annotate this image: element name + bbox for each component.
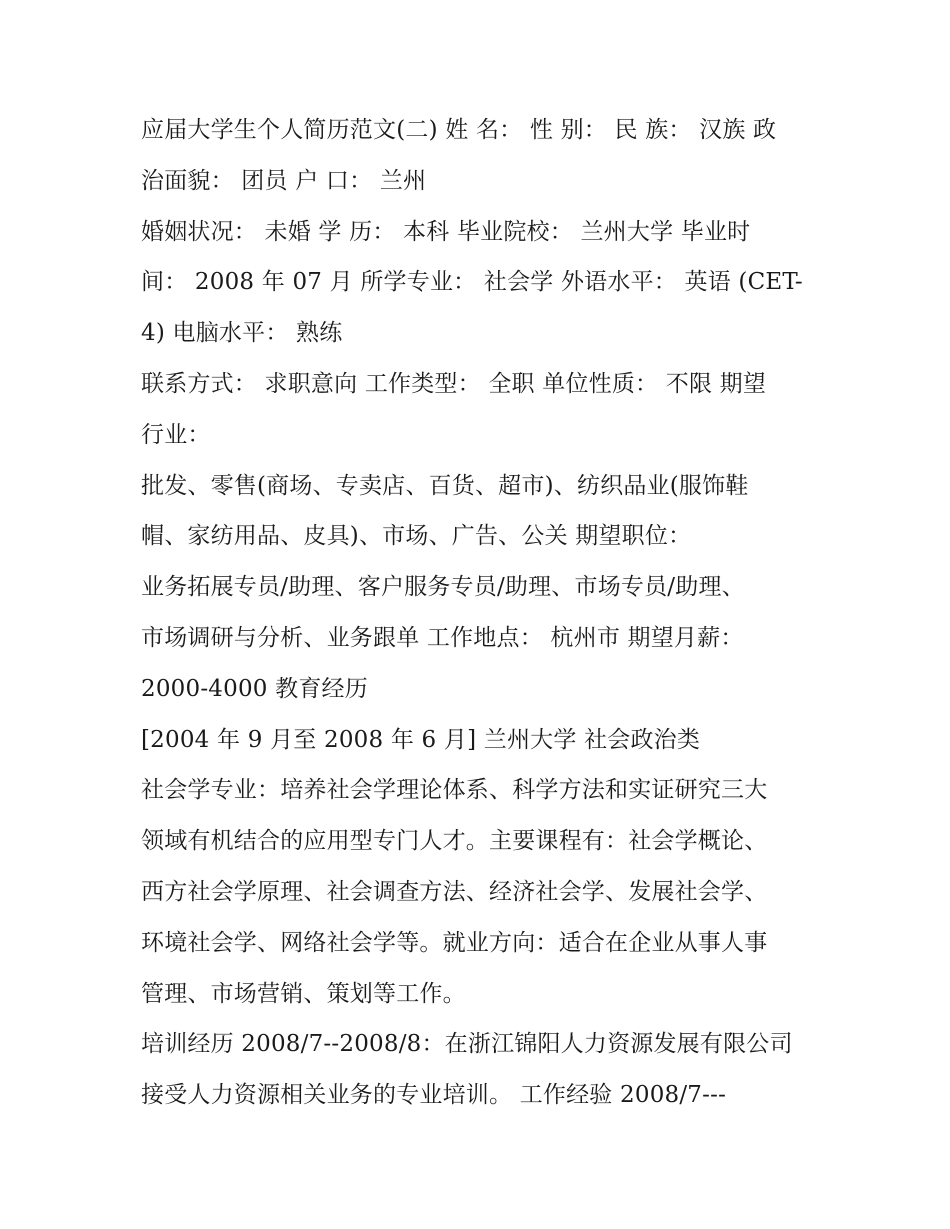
text-line: 管理、市场营销、策划等工作。 [141,980,466,1007]
text-line: 婚姻状况： 未婚 学 历： 本科 毕业院校： 兰州大学 毕业时 [141,218,751,245]
text-line: 治面貌： 团员 户 口： 兰州 [141,167,427,194]
text-line: 环境社会学、网络社会学等。就业方向：适合在企业从事人事 [141,929,768,956]
text-line: 间： 2008 年 07 月 所学专业： 社会学 外语水平： 英语 (CET- [141,269,803,296]
text-line: 市场调研与分析、业务跟单 工作地点： 杭州市 期望月薪： [141,624,744,651]
text-line: 批发、零售(商场、专卖店、百货、超市)、纺织品业(服饰鞋 [141,472,749,499]
text-line: 业务拓展专员/助理、客户服务专员/助理、市场专员/助理、 [141,574,745,601]
text-line: 领域有机结合的应用型专门人才。主要课程有：社会学概论、 [141,828,768,855]
text-line: 社会学专业：培养社会学理论体系、科学方法和实证研究三大 [141,777,768,804]
text-line: 帽、家纺用品、皮具)、市场、广告、公关 期望职位： [141,523,692,550]
text-line: 接受人力资源相关业务的专业培训。 工作经验 2008/7--- [141,1082,727,1109]
text-line: 行业： [141,421,211,448]
text-line: [2004 年 9 月至 2008 年 6 月] 兰州大学 社会政治类 [141,726,701,753]
text-line: 应届大学生个人简历范文(二) 姓 名： 性 别： 民 族： 汉族 政 [141,117,777,143]
text-line: 培训经历 2008/7--2008/8：在浙江锦阳人力资源发展有限公司 [141,1031,793,1058]
text-line: 4) 电脑水平： 熟练 [141,320,343,347]
text-line: 联系方式： 求职意向 工作类型： 全职 单位性质： 不限 期望 [141,370,767,397]
resume-text-body [141,105,821,1121]
text-line: 2000-4000 教育经历 [141,675,368,702]
text-line: 西方社会学原理、社会调查方法、经济社会学、发展社会学、 [141,878,768,905]
